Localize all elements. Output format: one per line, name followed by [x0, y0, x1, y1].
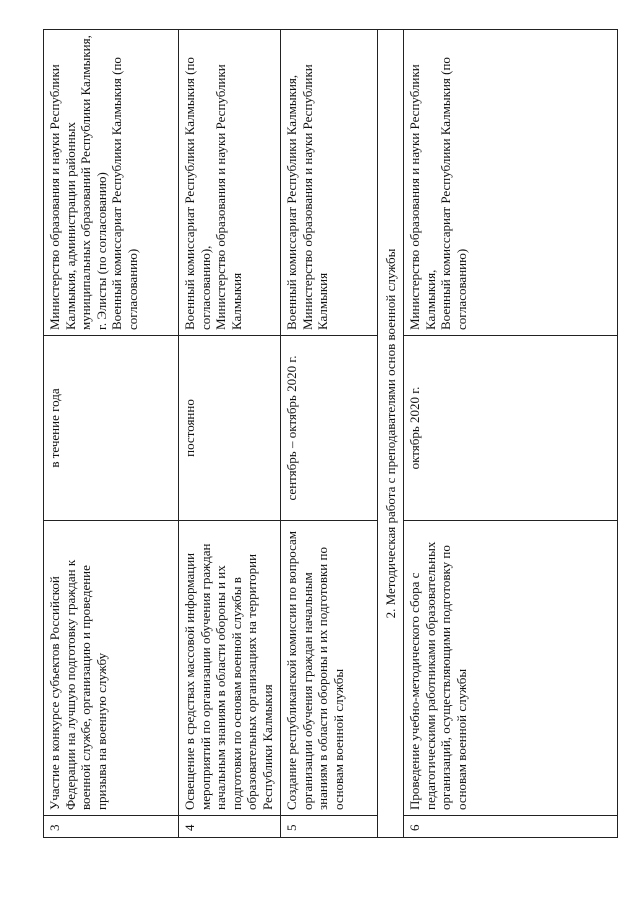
section-row	[378, 30, 404, 838]
row-number: 6	[404, 816, 618, 838]
event-cell: Проведение учебно-методического сбора с педагогическими работниками образовательных организаций, осуществляющими подготовку по основам военной службы	[404, 521, 618, 816]
responsible-cell: Министерство образования и науки Республики Калмыкия, Военный комиссариат Республики Калмыкия (по согласованию)	[404, 30, 618, 336]
event-cell: Участие в конкурсе субъектов Российской Федерации на лучшую подготовку граждан к военной службе, организацию и проведение призыва на военную службу	[44, 521, 179, 816]
row-number: 3	[44, 816, 179, 838]
table-row	[404, 30, 618, 838]
event-cell: Создание республиканской комиссии по вопросам организации обучения граждан начальным знаниям в области обороны и их подготовки по основам военной службы	[281, 521, 378, 816]
responsible-cell: Военный комиссариат Республики Калмыкия (по согласованию), Министерство образования и науки Республики Калмыкия	[179, 30, 281, 336]
responsible-cell: Военный комиссариат Республики Калмыкия, Министерство образования и науки Республики Калмыкия	[281, 30, 378, 336]
row-number: 4	[179, 816, 281, 838]
row-number: 5	[281, 816, 378, 838]
event-cell: Освещение в средствах массовой информации мероприятий по организации обучения граждан начальным знаниям в области обороны и их подготовки по основам военной службы в образовательных организациях на территории Республики Калмыкия	[179, 521, 281, 816]
table-row	[281, 30, 378, 838]
events-table	[43, 29, 618, 838]
term-cell: сентябрь – октябрь 2020 г.	[281, 336, 378, 521]
rotated-document-page	[43, 30, 617, 838]
section-heading: 2. Методическая работа с преподавателями основ военной службы	[378, 30, 404, 838]
term-cell: октябрь 2020 г.	[404, 336, 618, 521]
term-cell: постоянно	[179, 336, 281, 521]
term-cell: в течение года	[44, 336, 179, 521]
responsible-cell: Министерство образования и науки Республики Калмыкия, администрации районных муниципальных образований Республики Калмыкия, г. Элисты (по согласованию) Военный комиссариат Республики Калмыкия (по согласованию)	[44, 30, 179, 336]
table-row	[179, 30, 281, 838]
table-row	[44, 30, 179, 838]
